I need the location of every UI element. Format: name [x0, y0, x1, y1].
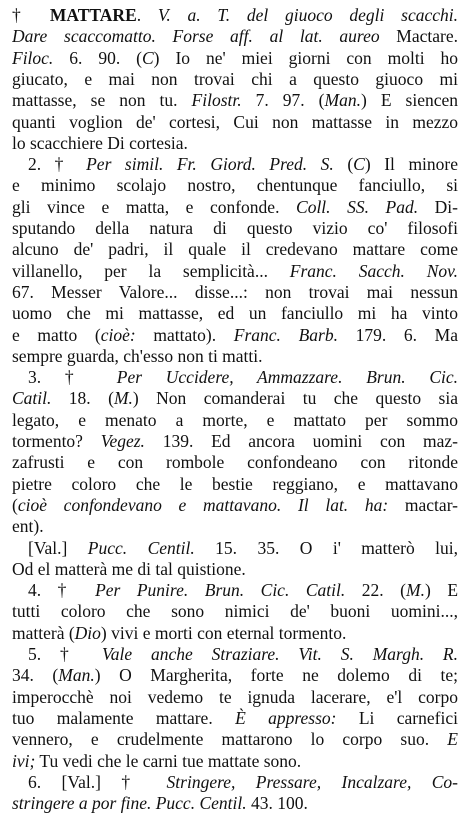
text-run: uomo che mi mattasse, ed un fanciullo mi ha vinto	[12, 303, 458, 324]
text-run: ) Il minore	[364, 154, 458, 175]
text-run: villanello, per la semplicità...	[12, 260, 290, 281]
text-run: tormento?	[12, 431, 101, 451]
text-run: [Val.]	[28, 537, 88, 558]
italic-text: V. a. T. del giuoco degli scacchi.	[157, 5, 458, 25]
italic-text: Filoc.	[12, 47, 54, 68]
text-run: 6. [Val.] †	[28, 771, 167, 792]
headword: MATTARE	[49, 5, 137, 25]
text-run: †	[12, 5, 50, 25]
text-run: Mactare.	[379, 26, 458, 47]
text-run: 179. 6. Ma	[337, 324, 458, 345]
text-run: ent).	[12, 516, 44, 537]
text-run: e matto (	[12, 324, 101, 345]
italic-text: Vegez.	[100, 431, 145, 451]
text-run: 67. Messer Valore... disse...: non trovai mai nessun	[12, 281, 458, 302]
text-run: 4. †	[28, 580, 96, 601]
italic-text: Vale anche Straziare. Vit. S. Margh. R.	[102, 644, 458, 664]
text-run: ) O Margherita, forte ne dolemo di te;	[94, 665, 458, 686]
text-run: 7. 97. (	[241, 90, 325, 111]
text-run: imperocchè noi vedemo te ignuda lacerare, e'l corpo	[12, 686, 458, 707]
text-run: 2. †	[28, 154, 87, 175]
italic-text: M.	[406, 580, 425, 601]
text-run: sputando della natura di questo vizio co' filosofi	[12, 218, 458, 238]
text-run: pietre coloro che le bestie reggiano, e mattavano	[12, 473, 458, 494]
italic-text: Man.	[324, 90, 361, 111]
italic-text: Per Uccidere, Ammazzare. Brun. Cic.	[116, 367, 458, 388]
italic-text: Man.	[58, 665, 95, 686]
italic-text: cioè:	[100, 324, 136, 345]
text-run: 3. †	[28, 367, 117, 388]
text-run: Di-	[418, 196, 458, 217]
text-run: Li carnefici	[336, 707, 458, 728]
italic-text: Per simil. Fr. Giord. Pred. S.	[86, 154, 334, 175]
text-run: (	[12, 494, 18, 515]
italic-text: Stringere, Pressare, Incalzare, Co-	[166, 771, 458, 792]
text-run: ) Non comanderai tu che questo sia	[132, 388, 458, 409]
italic-text: Franc. Barb.	[233, 324, 338, 345]
text-run: matterà (	[12, 622, 75, 643]
text-run: mattasse, se non tu.	[12, 90, 192, 111]
text-run: gli vince e matta, e confonde.	[12, 196, 297, 217]
text-run: e minimo scolajo nostro, chentunque fanciullo, si	[12, 175, 458, 196]
text-run: .	[136, 5, 158, 25]
italic-text: Per Punire. Brun. Cic. Catil.	[95, 580, 346, 601]
text-line	[12, 791, 458, 815]
text-run: zafrusti e con rombole confondeano con ritonde	[12, 452, 458, 473]
italic-text: Franc. Sacch. Nov.	[289, 260, 458, 281]
italic-text: Catil.	[12, 388, 52, 409]
text-run: (	[333, 154, 354, 175]
text-run: 43. 100.	[246, 793, 308, 814]
text-run: Od el matterà me di tal quistione.	[12, 558, 246, 579]
text-run: lo scacchiere Di cortesia.	[12, 132, 188, 153]
text-run: mattato).	[135, 324, 234, 345]
text-run: tuo malamente mattare.	[12, 707, 236, 728]
italic-text: Dare scaccomatto. Forse aff. al lat. aureo	[12, 26, 380, 47]
italic-text: C	[141, 47, 154, 68]
text-run: ) E siencen	[360, 90, 458, 111]
italic-text: Pucc. Centil.	[87, 537, 195, 558]
text-run: 139. Ed ancora uomini con maz-	[144, 431, 458, 451]
italic-text: ivi;	[12, 750, 36, 771]
text-run: giucato, e mai non trovai chi a questo giuoco mi	[12, 68, 458, 89]
text-run: legato, e menato a morte, e mattato per sommo	[12, 409, 458, 430]
text-run: vennero, e crudelmente mattarono lo corpo suo.	[12, 729, 448, 750]
italic-text: Coll. SS. Pad.	[296, 196, 419, 217]
text-run: Tu vedi che le carni tue mattate sono.	[35, 750, 302, 771]
text-run: quanti voglion de' cortesi, Cui non mattasse in mezzo	[12, 111, 458, 132]
text-run: sempre guarda, ch'esso non ti matti.	[12, 345, 263, 366]
italic-text: stringere a por fine. Pucc. Centil.	[12, 793, 247, 814]
text-run: mactar-	[388, 494, 458, 515]
italic-text: cioè confondevano e mattavano. Il lat. ha:	[17, 494, 389, 515]
italic-text: C	[353, 154, 365, 175]
italic-text: M.	[113, 388, 133, 409]
text-run: 18. (	[51, 388, 114, 409]
text-run: 15. 35. O i' matterò lui,	[194, 537, 458, 558]
text-run: ) Io ne' miei giorni con molti ho	[153, 47, 458, 68]
text-run: ) vivi e morti con eternal tormento.	[100, 622, 347, 643]
italic-text: È appresso:	[235, 707, 337, 728]
italic-text: E	[447, 729, 458, 750]
text-run: 34. (	[12, 665, 59, 686]
italic-text: Dio	[74, 622, 101, 643]
text-run: ) E	[424, 580, 458, 601]
text-run: alcuno de' padri, il quale il credevano mattare come	[12, 239, 458, 260]
text-run: 5. †	[28, 644, 103, 664]
text-run: 6. 90. (	[53, 47, 142, 68]
text-run: 22. (	[345, 580, 407, 601]
text-run: tutti coloro che sono nimici de' buoni uomini...,	[12, 601, 458, 622]
italic-text: Filostr.	[191, 90, 242, 111]
